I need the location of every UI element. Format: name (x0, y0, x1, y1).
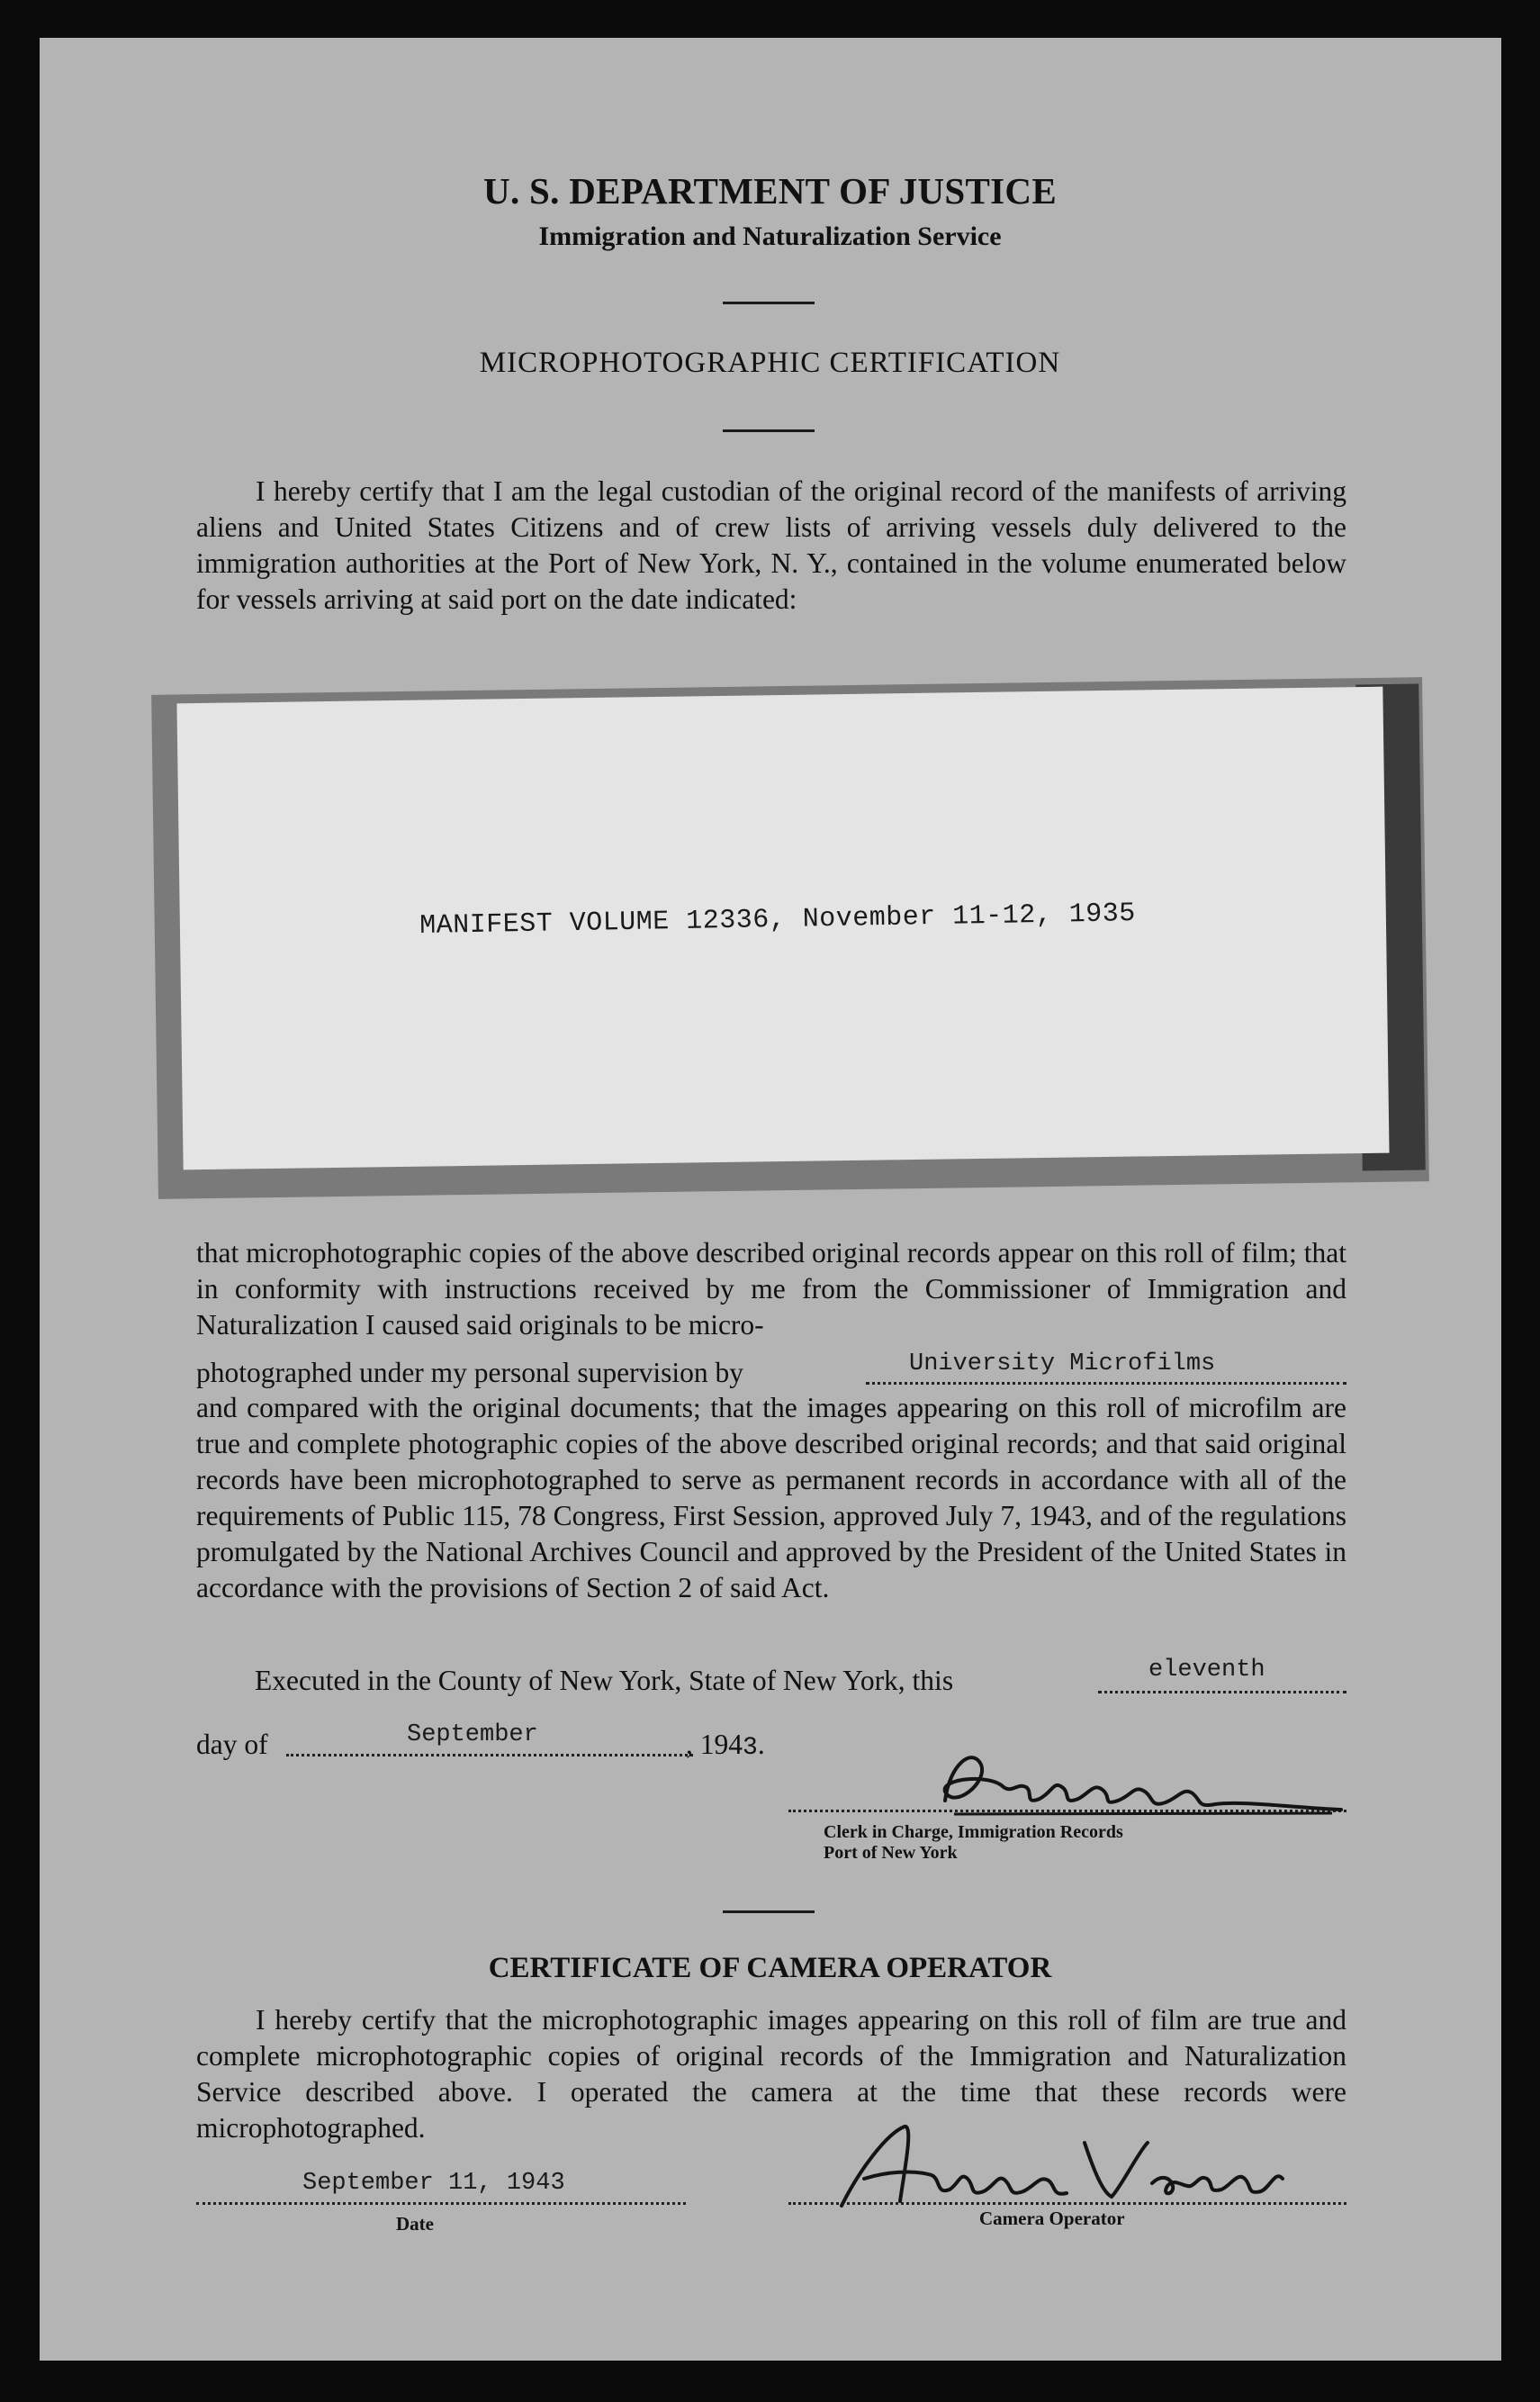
clerk-title-line2: Port of New York (824, 1843, 958, 1863)
day-dotted-line (1098, 1691, 1346, 1693)
divider-rule (723, 302, 815, 304)
camera-operator-label: Camera Operator (979, 2208, 1125, 2229)
camera-operator-signature (815, 2116, 1283, 2215)
custodian-paragraph-text: I hereby certify that I am the legal custodian of the original record of the manifests of arriving aliens and United States Citizens and of crew lists of arriving vessels duly delivered to the immigration authorities at the Port of New York, N. Y., contained in the volume enumerated below for vessels arriving at said port on the date indicated: (196, 475, 1346, 615)
executed-line (255, 1663, 953, 1699)
clerk-title-line1: Clerk in Charge, Immigration Records (824, 1822, 1123, 1842)
photographed-by-line (196, 1355, 743, 1391)
execution-month: September (407, 1721, 538, 1748)
camera-date-value: September 11, 1943 (302, 2170, 565, 2197)
divider-rule (723, 1910, 815, 1913)
camera-certificate-text: I hereby certify that the microphotographic images appearing on this roll of film are true and complete microphotographic copies of original records of the Immigration and Naturalization Service described above. I operated the camera at the time that these records were microphotographed. (196, 2004, 1346, 2144)
executed-prefix: Executed in the County of New York, State of New York, this (255, 1665, 954, 1696)
execution-year (686, 1727, 765, 1766)
date-dotted-line (196, 2202, 686, 2205)
year-typed-digit: 3 (743, 1734, 758, 1762)
custodian-paragraph (196, 474, 1346, 618)
photographer-name: University Microfilms (909, 1350, 1216, 1377)
photographed-by-prefix: photographed under my personal supervision by (196, 1357, 744, 1388)
year-prefix: , 194 (686, 1729, 743, 1760)
date-label: Date (396, 2213, 434, 2235)
divider-rule (723, 429, 815, 432)
month-dotted-line (286, 1754, 693, 1756)
certification-title: MICROPHOTOGRAPHIC CERTIFICATION (479, 347, 1061, 379)
service-subheading: Immigration and Naturalization Service (538, 221, 1002, 251)
day-of-label: day of (196, 1729, 268, 1760)
department-heading: U. S. DEPARTMENT OF JUSTICE (483, 170, 1057, 212)
camera-certificate-title: CERTIFICATE OF CAMERA OPERATOR (488, 1952, 1052, 1984)
manifest-volume-text: MANIFEST VOLUME 12336, November 11-12, 1935 (419, 898, 1137, 942)
certification-paragraph-part1: that microphotographic copies of the above described original records appear on this roll of film; that in conformity with instructions received by me from the Commissioner of Immigration and Naturalization I caused said originals to be micro- (196, 1237, 1346, 1341)
year-suffix: . (757, 1729, 765, 1760)
certification-paragraph-part2: and compared with the original documents; that the images appearing on this roll of microfilm are true and complete photographic copies of the above described original records; and that said original records have been microphotographed to serve as permanent records in accordance with all of the requirements of Public 115, 78 Congress, First Session, approved July 7, 1943, and of the regulations promulgated by the National Archives Council and approved by the President of the United States in accordance with the provisions of Section 2 of said Act. (196, 1392, 1346, 1603)
execution-day: eleventh (1148, 1657, 1265, 1684)
photographer-dotted-line (866, 1382, 1346, 1385)
